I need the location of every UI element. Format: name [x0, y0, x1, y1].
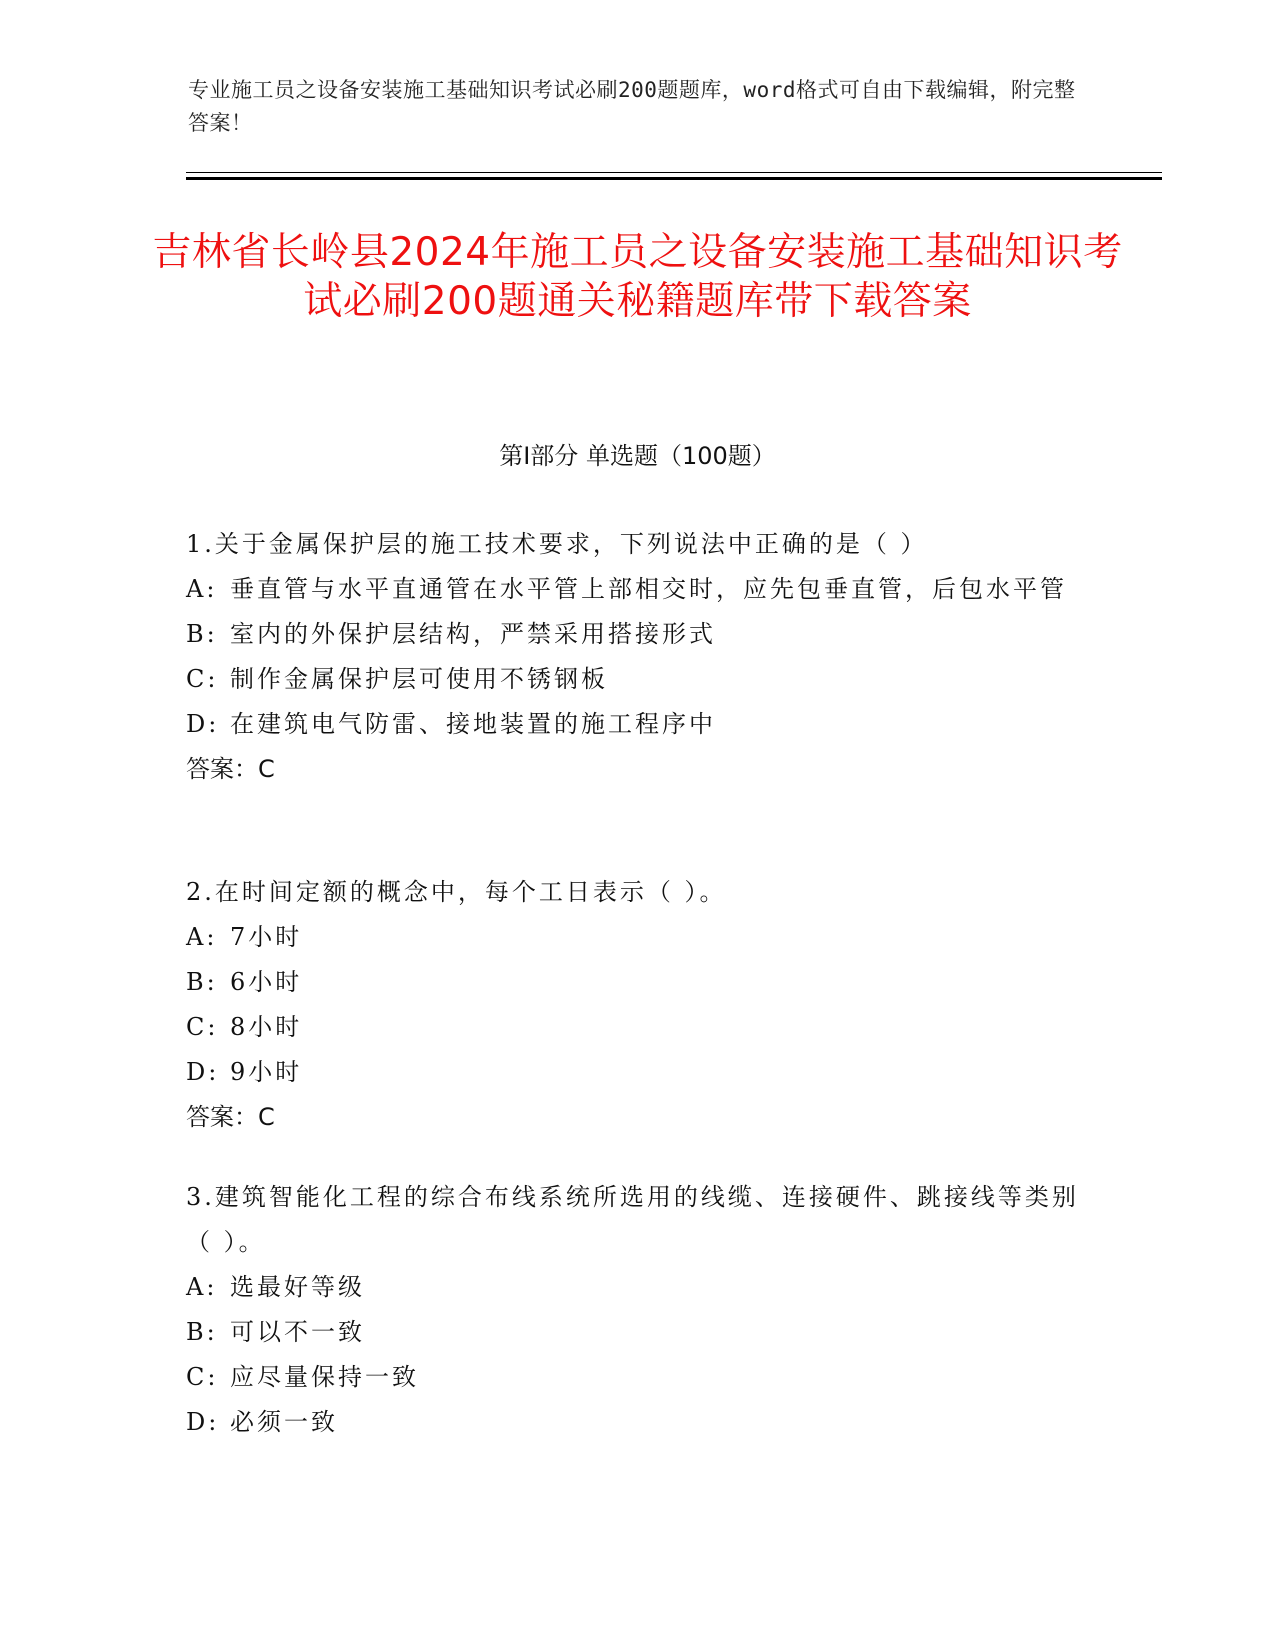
question-2 [186, 870, 1086, 1140]
option-key: D: [186, 710, 220, 738]
option-text: 制作金属保护层可使用不锈钢板 [230, 665, 608, 693]
option-key: C: [186, 1363, 219, 1391]
option-d [186, 1050, 1086, 1095]
option-b [186, 612, 1086, 657]
answer-label: 答案：C [186, 1103, 275, 1131]
option-d [186, 1400, 1086, 1445]
question-3 [186, 1175, 1086, 1445]
option-key: D: [186, 1408, 220, 1436]
option-key: A: [186, 575, 218, 603]
option-text: 7小时 [230, 923, 303, 951]
question-stem: 1.关于金属保护层的施工技术要求，下列说法中正确的是（ ） [186, 530, 928, 558]
option-text: 应尽量保持一致 [230, 1363, 419, 1391]
section-title: 第Ⅰ部分 单选题（100题） [499, 442, 776, 470]
option-key: A: [186, 923, 218, 951]
document-title: 吉林省长岭县2024年施工员之设备安装施工基础知识考试必刷200题通关秘籍题库带下载答案 [152, 230, 1123, 324]
option-key: B: [186, 1318, 218, 1346]
option-text: 选最好等级 [230, 1273, 365, 1301]
option-key: A: [186, 1273, 218, 1301]
option-d [186, 702, 1086, 747]
option-c [186, 1355, 1086, 1400]
option-text: 必须一致 [230, 1408, 338, 1436]
option-text: 垂直管与水平直通管在水平管上部相交时，应先包垂直管，后包水平管 [230, 575, 1067, 603]
option-text: 8小时 [230, 1013, 303, 1041]
header-divider-thick [186, 177, 1162, 180]
option-a [186, 915, 1086, 960]
answer-label: 答案：C [186, 755, 275, 783]
option-text: 室内的外保护层结构，严禁采用搭接形式 [230, 620, 716, 648]
option-key: C: [186, 1013, 219, 1041]
option-b [186, 960, 1086, 1005]
question-1 [186, 522, 1086, 792]
option-c [186, 1005, 1086, 1050]
question-stem: 2.在时间定额的概念中，每个工日表示（ ）。 [186, 878, 727, 906]
option-key: C: [186, 665, 219, 693]
option-text: 6小时 [230, 968, 303, 996]
option-text: 在建筑电气防雷、接地装置的施工程序中 [230, 710, 716, 738]
option-text: 可以不一致 [230, 1318, 365, 1346]
option-key: B: [186, 968, 218, 996]
question-stem: 3.建筑智能化工程的综合布线系统所选用的线缆、连接硬件、跳接线等类别（ ）。 [186, 1183, 1079, 1256]
option-c [186, 657, 1086, 702]
option-key: B: [186, 620, 218, 648]
option-text: 9小时 [230, 1058, 303, 1086]
option-b [186, 1310, 1086, 1355]
header-note: 专业施工员之设备安装施工基础知识考试必刷200题题库，word格式可自由下载编辑，附完整答案！ [188, 78, 1076, 135]
option-a [186, 1265, 1086, 1310]
header-divider-thin [186, 172, 1162, 173]
option-key: D: [186, 1058, 220, 1086]
option-a [186, 567, 1086, 612]
